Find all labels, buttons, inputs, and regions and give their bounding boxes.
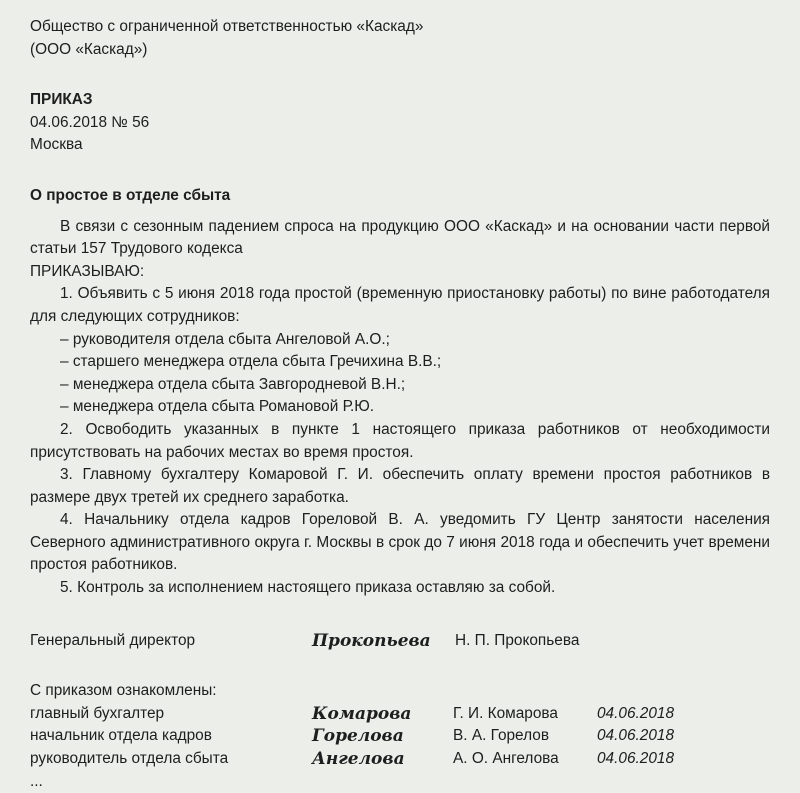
acquaintance-signature: Комарова <box>312 703 412 724</box>
acquaintance-row <box>30 725 770 748</box>
order-document <box>30 16 770 793</box>
director-signature: Прокопьева <box>312 630 431 651</box>
organization-short-name: (ООО «Каскад») <box>30 40 148 58</box>
order-city: Москва <box>30 136 83 154</box>
acquaintance-signature: Ангелова <box>312 749 405 770</box>
employee-list-item: – менеджера отдела сбыта Завгородневой В.Н.; <box>60 375 406 393</box>
acquaintance-date: 04.06.2018 <box>597 750 675 768</box>
director-signature-row <box>30 630 770 653</box>
director-name: Н. П. Прокопьева <box>455 631 580 649</box>
acquaintance-name: А. О. Ангелова <box>453 750 559 768</box>
acquaintance-heading: С приказом ознакомлены: <box>30 682 217 700</box>
order-item-5: 5. Контроль за исполнением настоящего приказа оставляю за собой. <box>60 579 556 597</box>
employee-list-item: – руководителя отдела сбыта Ангеловой А.О.; <box>60 330 390 348</box>
acquaintance-name: В. А. Горелов <box>453 727 549 745</box>
acquaintance-row <box>30 748 770 771</box>
acquaintance-date: 04.06.2018 <box>597 704 675 722</box>
order-command: ПРИКАЗЫВАЮ: <box>30 262 145 280</box>
acquaintance-name: Г. И. Комарова <box>453 704 558 722</box>
order-item-4: 4. Начальнику отдела кадров Гореловой В. А. уведомить ГУ Центр занятости населения Северного административного округа г. Москвы в срок до 7 июня 2018 года и обеспечить учет времени простоя работников. <box>30 511 770 574</box>
order-date-number: 04.06.2018 № 56 <box>30 113 150 131</box>
organization-full-name: Общество с ограниченной ответственностью «Каскад» <box>30 18 424 35</box>
acquaintance-role: начальник отдела кадров <box>30 727 212 745</box>
director-role: Генеральный директор <box>30 631 196 649</box>
acquaintance-signature: Горелова <box>312 726 404 747</box>
order-item-3: 3. Главному бухгалтеру Комаровой Г. И. обеспечить оплату времени простоя работников в размере двух третей их среднего заработка. <box>30 466 770 506</box>
employee-list-item: – старшего менеджера отдела сбыта Гречихина В.В.; <box>60 353 442 371</box>
order-subject: О простое в отделе сбыта <box>30 186 231 204</box>
acquaintance-role: главный бухгалтер <box>30 704 165 722</box>
employee-list-item: – менеджера отдела сбыта Романовой Р.Ю. <box>60 398 375 416</box>
acquaintance-role: руководитель отдела сбыта <box>30 750 229 768</box>
order-item-2: 2. Освободить указанных в пункте 1 настоящего приказа работников от необходимости присутствовать на рабочих местах во время простоя. <box>30 420 770 461</box>
acquaintance-ellipsis: ... <box>30 772 43 790</box>
acquaintance-row <box>30 703 770 726</box>
order-heading: ПРИКАЗ <box>30 91 93 109</box>
order-item-1: 1. Объявить с 5 июня 2018 года простой (временную приостановку работы) по вине работодателя для следующих сотрудников: <box>30 285 770 325</box>
order-preamble: В связи с сезонным падением спроса на продукцию ООО «Каскад» и на основании части первой статьи 157 Трудового кодекса <box>30 217 770 258</box>
acquaintance-date: 04.06.2018 <box>597 727 675 745</box>
